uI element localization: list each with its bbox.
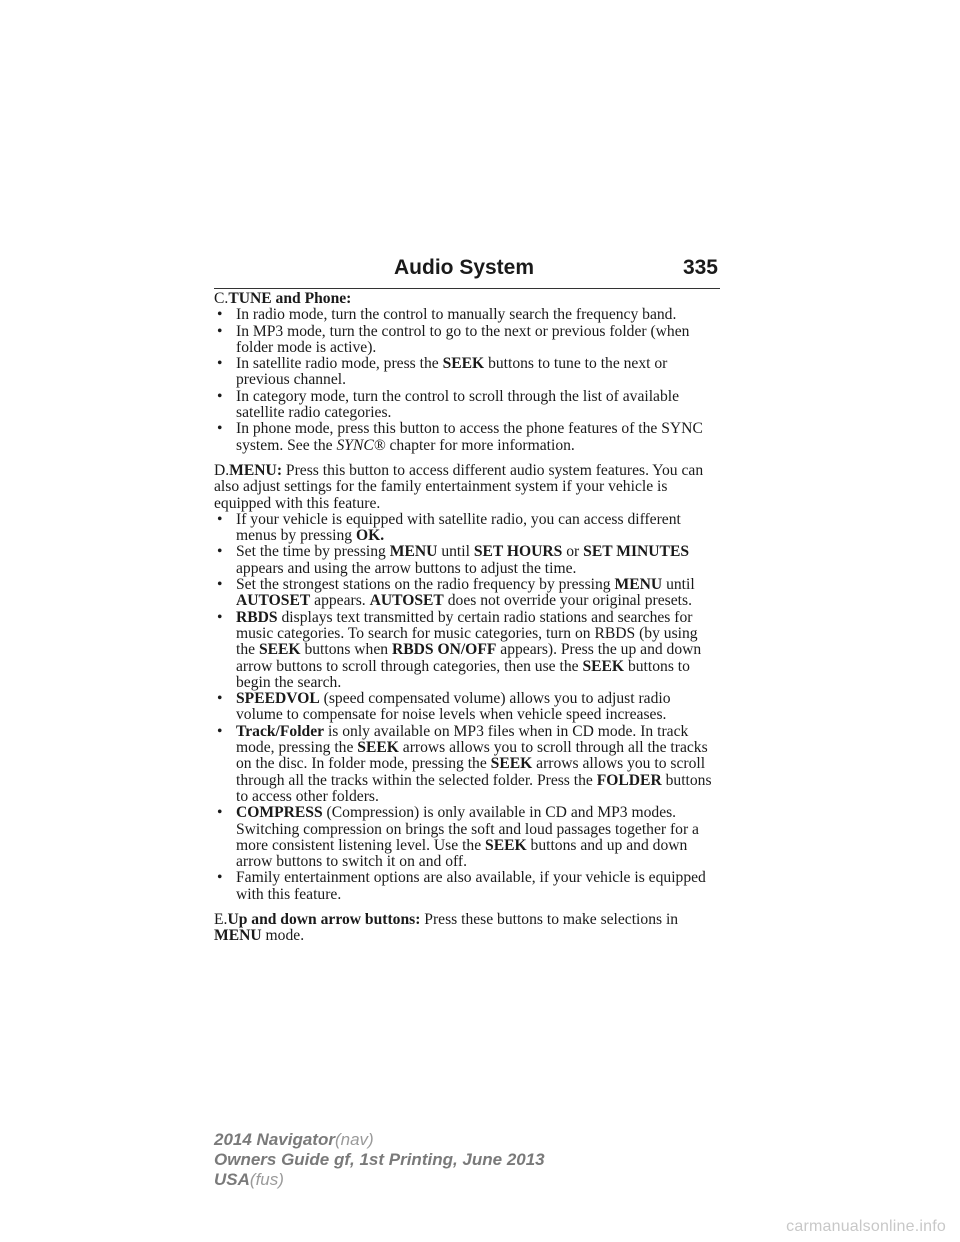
section-e: E.Up and down arrow buttons: Press these buttons to make selections in MENU mode.	[214, 910, 679, 945]
list-item: • In radio mode, turn the control to manually search the frequency band.	[217, 306, 677, 324]
section-heading: MENU:	[229, 461, 283, 479]
page-footer	[214, 1130, 545, 1190]
list-item: • In category mode, turn the control to scroll through the list of available satellite radio categories.	[217, 387, 679, 422]
watermark: carmanualsonline.info	[786, 1218, 946, 1235]
list-item: • In MP3 mode, turn the control to go to the next or previous folder (when folder mode is active).	[217, 322, 690, 356]
section-d-bullets	[214, 512, 720, 903]
section-heading: TUNE and Phone:	[228, 290, 352, 307]
section-letter: D.	[214, 461, 230, 479]
list-item: • SPEEDVOL (speed compensated volume) allows you to adjust radio volume to compensate for noise levels when vehicle speed increases.	[217, 690, 671, 724]
list-item: • In satellite radio mode, press the SEEK buttons to tune to the next or previous channel.	[217, 355, 668, 389]
list-item: • Family entertainment options are also available, if your vehicle is equipped with this feature.	[217, 869, 706, 903]
list-item: • If your vehicle is equipped with satellite radio, you can access different menus by pressing OK.	[217, 510, 681, 545]
section-title: Audio System	[394, 256, 535, 279]
section-heading: Up and down arrow buttons:	[227, 910, 421, 928]
page-content	[214, 291, 720, 945]
list-item: • In phone mode, press this button to access the phone features of the SYNC system. See the SYNC® chapter for more information.	[217, 420, 703, 454]
list-item: • COMPRESS (Compression) is only available in CD and MP3 modes. Switching compression on brings the soft and loud passages together for a more consistent listening level. Use the SEEK buttons and up and down arrow buttons to switch it on and off.	[217, 804, 699, 871]
section-c-bullets	[214, 307, 720, 454]
footer-line-2: Owners Guide gf, 1st Printing, June 2013	[214, 1150, 545, 1169]
footer-line-1: 2014 Navigator(nav)	[214, 1130, 374, 1149]
section-d-intro: D.MENU: Press this button to access different audio system features. You can also adjust settings for the family entertainment system if your vehicle is equipped with this feature.	[214, 461, 704, 512]
list-item: • RBDS displays text transmitted by certain radio stations and searches for music categories. To search for music categories, turn on RBDS (by using the SEEK buttons when RBDS ON/OFF appears). Press the up and down arrow buttons to scroll through categories, then use the SEEK buttons to begin the search.	[217, 608, 702, 691]
section-c-heading	[214, 291, 720, 307]
section-letter: E.	[214, 910, 228, 928]
page-number: 335	[682, 256, 718, 279]
page-header	[214, 254, 720, 289]
section-letter: C.	[214, 290, 229, 307]
footer-line-3: USA(fus)	[214, 1170, 284, 1189]
list-item: • Set the time by pressing MENU until SET HOURS or SET MINUTES appears and using the arrow buttons to adjust the time.	[217, 543, 690, 577]
list-item: • Set the strongest stations on the radio frequency by pressing MENU until AUTOSET appears. AUTOSET does not override your original presets.	[217, 576, 695, 610]
list-item: • Track/Folder is only available on MP3 files when in CD mode. In track mode, pressing the SEEK arrows allows you to scroll through all the tracks on the disc. In folder mode, pressing the SEEK arrows allows you to scroll through all the tracks within the selected folder. Press the FOLDER buttons to access other folders.	[217, 722, 712, 805]
